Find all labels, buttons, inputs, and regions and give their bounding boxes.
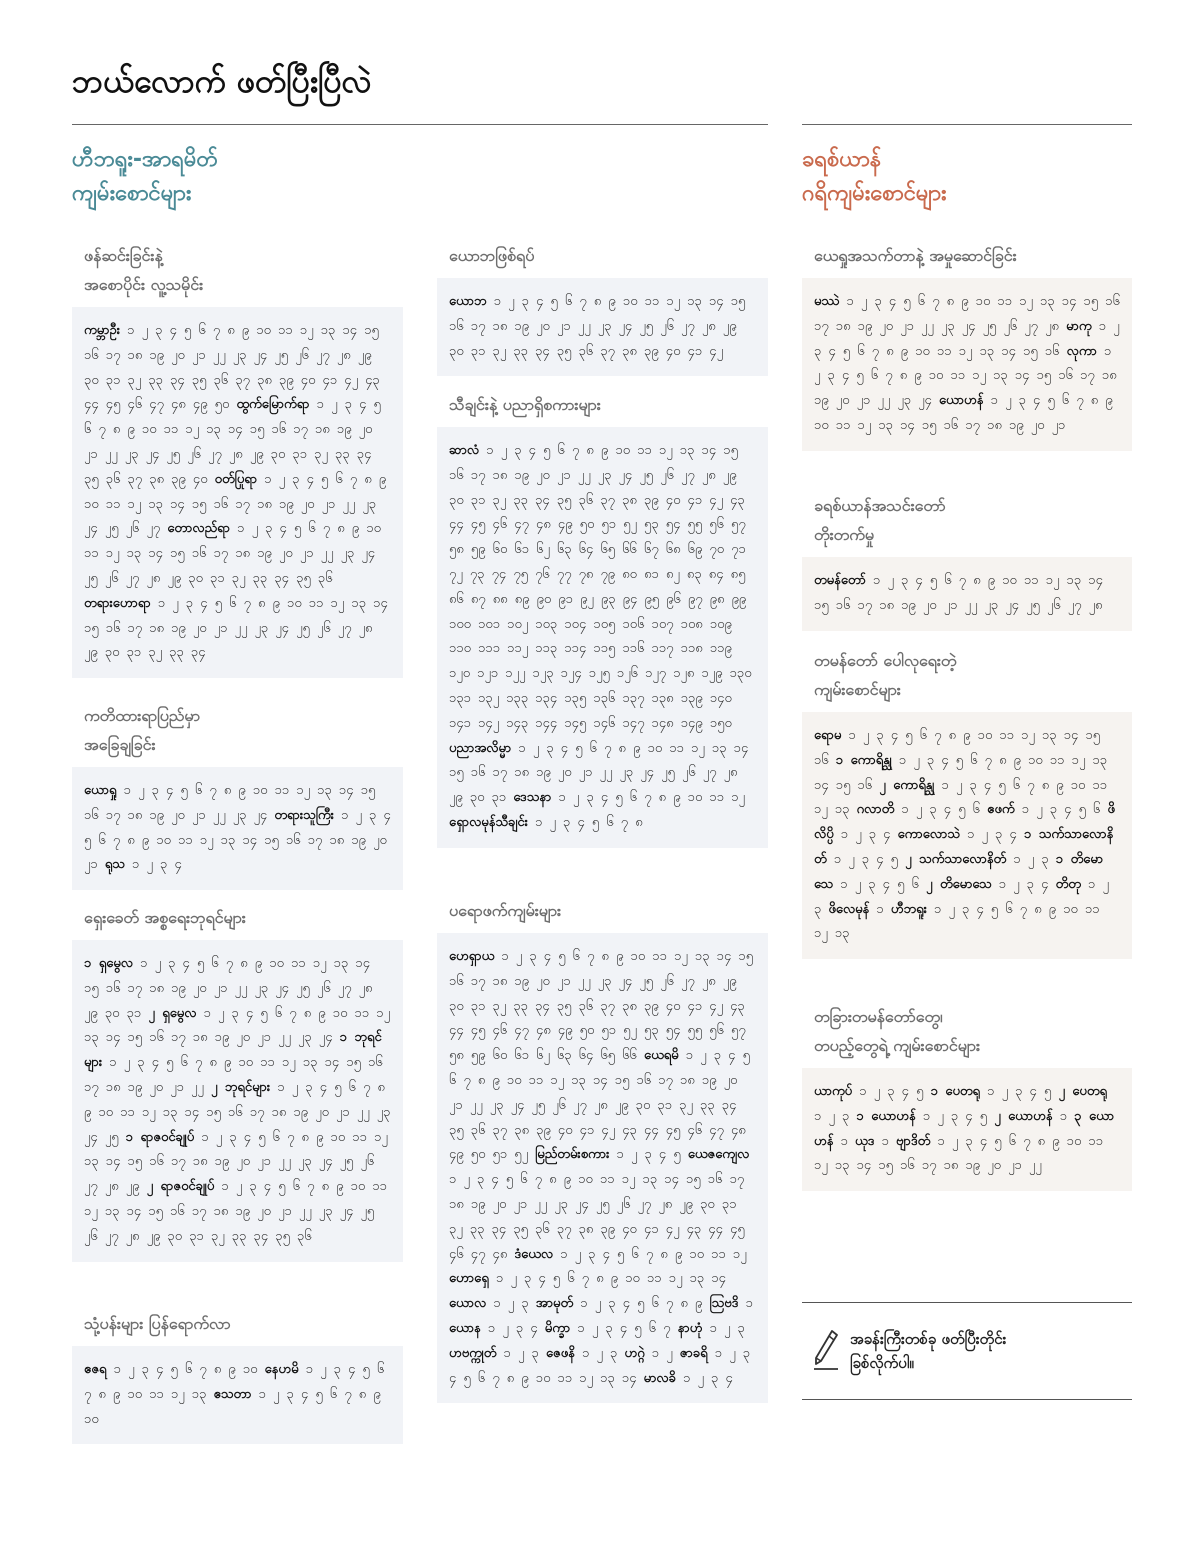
section-songs-wisdom [437, 390, 768, 848]
book-name: ယုဒ [855, 1133, 875, 1149]
hebrew-rule [72, 124, 768, 125]
chapter-numbers[interactable]: ၁ [1059, 1108, 1068, 1124]
section-heading-line: ခရစ်ယာန်အသင်းတော် [814, 496, 946, 515]
chapter-numbers[interactable]: ၁ ၂ [651, 1345, 673, 1361]
section-heading [814, 241, 1120, 270]
book-name: ၂ ရှမွေလ [148, 1005, 197, 1021]
chapter-box [802, 1068, 1132, 1191]
chapter-numbers[interactable]: ၁ ၂ ၃ ၄ ၅ [987, 1084, 1052, 1099]
book-name: လုကာ [1066, 343, 1097, 359]
chapter-numbers[interactable]: ၁ ၂ ၃ ၄ ၅ ၆ ၇ ၈ ၉ ၁၀ ၁၁ ၁၂ ၁၃ ၁၄ ၁၅ ၁၆ ၁၇ ၁၈ ၁၉ ၂၀ ၂၁ ၂၂ ၂၃ ၂၄ ၂၅ ၂၆ ၂၇ ၂၈ ၂၉ ၃၀ ၃၁ ၃၂ ၃၃ ၃၄ ၃၅ ၃၆ ၃၇ ၃၈ ၃၉ ၄၀ ၄၁ ၄၂ [449, 294, 746, 359]
chapter-numbers[interactable]: ၁ ၂ ၃ ၄ ၅ ၆ ၇ ၈ ၉ ၁၀ ၁၁ ၁၂ ၁၃ ၁၄ ၁၅ ၁၆ ၁၇ ၁၈ ၁၉ ၂၀ ၂၁ ၂၂ [814, 1133, 1104, 1174]
book-name: နေဟမိ [264, 1362, 299, 1377]
instruction-line2: ခြစ်လိုက်ပါ။ [850, 1354, 914, 1372]
chapter-numbers[interactable]: ၁ ၂ ၃ ၄ ၅ ၆ ၇ ၈ ၉ ၁၀ ၁၁ ၁၂ ၁၃ ၁၄ ၁၅ ၁၆ ၁၇ ၁၈ ၁၉ ၂၀ ၂၁ ၂၂ ၂၃ ၂၄ ၂၅ ၂၆ ၂၇ ၂၈ ၂၉ ၃၀ ၃၁ [84, 956, 373, 1021]
chapter-numbers[interactable]: ၁ ၂ ၃ ၄ [132, 857, 182, 873]
chapter-numbers[interactable]: ၁ ၂ ၃ ၄ [683, 1370, 733, 1386]
chapter-numbers[interactable]: ၁ ၂ ၃ ၄ ၅ ၆ ၇ ၈ ၉ ၁၀ ၁၁ ၁၂ ၁၃ ၁၄ ၁၅ ၁၆ ၁၇ ၁၈ ၁၉ ၂၀ ၂၁ ၂၂ ၂၃ ၂၄ ၂၅ ၂၆ ၂၇ ၂၈ ၂၉ ၃၀ ၃၁ ၃၂ ၃၃ ၃၄ ၃၅ ၃၆ ၃၇ ၃၈ ၃၉ ၄၀ [84, 397, 381, 487]
section-congregation-growth [802, 491, 1132, 631]
book-name: ဖိလိပ္ပိ [814, 802, 1115, 843]
book-name: ဝတ်ပြုရာ [214, 471, 258, 487]
chapter-numbers[interactable]: ၁ ၂ ၃ [709, 1320, 745, 1336]
book-name: မြည်တမ်းစကား [535, 1147, 610, 1163]
book-name: ၁ ကောရိန္သု [835, 752, 892, 768]
chapter-numbers[interactable]: ၁ ၂ ၃ ၄ ၅ ၆ ၇ ၈ ၉ ၁၀ ၁၁ ၁၂ ၁၃ [84, 1362, 385, 1402]
chapter-numbers[interactable]: ၁ ၂ ၃ ၄ ၅ ၆ ၇ ၈ ၉ ၁၀ ၁၁ ၁၂ ၁၃ [814, 901, 1100, 942]
book-name: ဖိလေမုန် [828, 901, 870, 917]
book-name: ၁ ပေတရု [930, 1084, 980, 1099]
book-name: ဇေဖနိ [545, 1345, 575, 1361]
chapter-numbers[interactable]: ၁ ၂ ၃ ၄ ၅ ၆ ၇ ၈ ၉ ၁၀ ၁၁ ၁၂ ၁၃ ၁၄ ၁၅ ၁၆ ၁၇ ၁၈ ၁၉ ၂၀ ၂၁ ၂၂ ၂၃ ၂၄ ၂၅ ၂၆ ၂၇ ၂၈ ၂၉ ၃၀ ၃၁ ၃၂ ၃၃ ၃၄ ၃၅ ၃၆ [84, 521, 381, 586]
book-name: ဧဇရ [84, 1362, 107, 1377]
chapter-numbers[interactable]: ၁ ၂ ၃ ၄ [967, 827, 1017, 843]
chapter-numbers[interactable]: ၁ ၂ ၃ ၄ ၅ ၆ [901, 802, 980, 818]
chapter-numbers[interactable]: ၁ ၂ ၃ ၄ [840, 827, 891, 843]
book-name: တိတု [1055, 876, 1081, 892]
section-heading-line: အခြေချခြင်း [84, 735, 156, 754]
section-heading-line: တခြားတမန်တော်တွေ၊ [814, 1007, 943, 1026]
greek-title [802, 143, 1132, 211]
chapter-numbers[interactable]: ၁ ၂ ၃ ၄ ၅ ၆ ၇ ၈ [535, 814, 643, 830]
greek-rule [802, 124, 1132, 125]
section-heading-line: တပည့်တွေရဲ့ ကျမ်းစောင်များ [814, 1036, 981, 1055]
hebrew-title-line2: ကျမ်းစောင်များ [72, 181, 192, 206]
section-prophets [437, 896, 768, 1403]
book-name: ဟီဘရူး [890, 901, 927, 917]
book-name: တရားသူကြီး [274, 807, 334, 823]
book-name: ၂ ရာဇဝင်ချုပ် [146, 1179, 215, 1195]
book-name: ၂ ယောဟန် [994, 1108, 1053, 1124]
chapter-numbers[interactable]: ၁ ၂ ၃ [814, 876, 1109, 917]
chapter-numbers[interactable]: ၁ ၂ ၃ ၄ ၅ ၆ ၇ [577, 1320, 671, 1336]
section-heading [84, 903, 391, 932]
book-name: မိက္ခာ [544, 1320, 571, 1336]
chapter-numbers[interactable]: ၁ ၂ ၃ [814, 1108, 850, 1124]
book-name: သြဗဒိ [709, 1296, 739, 1312]
section-heading-line: ပရောဖက်ကျမ်းများ [449, 901, 562, 920]
book-name: ကောလောသဲ [897, 827, 960, 843]
chapter-numbers[interactable]: ၁ ၂ ၃ ၄ ၅ ၆ ၇ ၈ ၉ ၁၀ ၁၁ ၁၂ ၁၃ ၁၄ ၁၅ ၁၆ ၁၇ ၁၈ ၁၉ ၂၀ ၂၁ ၂၂ [84, 1055, 383, 1095]
book-name: ဧဖက် [987, 802, 1015, 818]
greek-title-line1: ခရစ်ယာန် [802, 147, 882, 172]
book-name: နာဟုံ [677, 1320, 703, 1336]
section-heading [449, 390, 756, 419]
book-name: ၁ ရှမွေလ [84, 956, 133, 971]
hebrew-title-line1: ဟီဘရူး-အာရမိတ် [72, 147, 218, 172]
chapter-numbers[interactable]: ၁ ၂ ၃ ၄ ၅ ၆ ၇ ၈ ၉ ၁၀ ၁၁ ၁၂ ၁၃ ၁၄ ၁၅ ၁၆ [814, 318, 1120, 359]
chapter-numbers[interactable]: ၁ ၂ ၃ ၄ ၅ ၆ ၇ ၈ ၉ ၁၀ ၁၁ ၁၂ ၁၃ ၁၄ ၁၅ ၁၆ ၁၇ ၁၈ ၁၉ ၂၀ ၂၁ [814, 393, 1113, 433]
section-heading-line: ဖန်ဆင်းခြင်းနဲ့ [84, 246, 163, 265]
book-name: တမန်တော် [814, 573, 866, 588]
chapter-numbers[interactable]: ၁ ၂ ၃ ၄ ၅ ၆ ၇ ၈ ၉ ၁၀ ၁၁ ၁၂ ၁၃ ၁၄ ၁၅ ၁၆ ၁၇ ၁၈ ၁၉ ၂၀ ၂၁ ၂၂ ၂၃ ၂၄ ၂၅ ၂၆ ၂၇ ၂၈ ၂၉ ၃၀ ၃၁ ၃၂ ၃၃ ၃၄ [84, 595, 388, 661]
book-name: ၃ ယောဟန် [814, 1108, 1115, 1149]
chapter-numbers[interactable]: ၁ ၂ ၃ ၄ ၅ ၆ ၇ ၈ ၉ ၁၀ ၁၁ ၁၂ ၁၃ ၁၄ ၁၅ ၁၆ ၁၇ ၁၈ ၁၉ ၂၀ ၂၁ ၂၂ ၂၃ ၂၄ ၂၅ ၂၆ ၂၇ ၂၈ ၂၉ ၃၀ ၃၁ ၃၂ ၃၃ ၃၄ ၃၅ ၃၆ ၃၇ ၃၈ ၃၉ ၄၀ ၄၁ ၄၂ ၄၃ ၄၄ ၄၅ ၄၆ ၄၇ ၄၈ ၄၉ ၅၀ ၅၁ ၅၂ [449, 1048, 750, 1163]
book-name: ၂ သက်သာလောနိတ် [905, 851, 1007, 867]
book-name: ရုသ [104, 857, 125, 873]
book-name: ဧသတာ [213, 1386, 252, 1402]
chapter-numbers[interactable]: ၁ ၂ ၃ ၄ ၅ ၆ ၇ ၈ ၉ ၁၀ ၁၁ ၁၂ ၁၃ [814, 777, 1108, 818]
book-name: ဂလာတိ [856, 802, 895, 818]
chapter-numbers[interactable]: ၁ ၂ ၃ ၄ ၅ [616, 1147, 681, 1163]
book-name: ထွက်မြောက်ရာ [236, 397, 310, 413]
chapter-numbers[interactable]: ၁ ၂ ၃ [503, 1345, 539, 1361]
book-name: ၁ ယောဟန် [856, 1108, 916, 1124]
chapter-numbers[interactable]: ၁ ၂ ၃ ၄ ၅ ၆ ၇ ၈ ၉ ၁၀ ၁၁ ၁၂ [560, 1246, 747, 1262]
chapter-numbers[interactable]: ၁ ၂ ၃ ၄ ၅ ၆ ၇ ၈ ၉ ၁၀ ၁၁ ၁၂ ၁၃ ၁၄ ၁၅ ၁၆ ၁၇ ၁၈ ၁၉ ၂၀ ၂၁ ၂၂ ၂၃ ၂၄ ၂၅ [84, 1079, 391, 1145]
book-name: ၁ တိမောသေ [814, 851, 1104, 892]
book-name: ၁ ဘုရင်များ [84, 1030, 382, 1071]
page-title: ဘယ်လောက် ဖတ်ပြီးပြီလဲ [72, 62, 372, 100]
book-name: ၁ ရာဇဝင်ချုပ် [125, 1129, 195, 1145]
chapter-numbers[interactable]: ၁ ၂ ၃ ၄ ၅ [859, 1084, 924, 1099]
book-name: ဒေသနာ [513, 790, 552, 806]
section-heading-line: ကျမ်းစောင်များ [814, 680, 901, 699]
chapter-numbers[interactable]: ၁ ၂ ၃ ၄ ၅ ၆ ၇ ၈ ၉ ၁၀ ၁၁ ၁၂ ၁၃ ၁၄ [496, 1271, 726, 1287]
chapter-numbers[interactable]: ၁ ၂ ၃ ၄ ၅ ၆ ၇ ၈ ၉ [580, 1296, 703, 1312]
section-settling [72, 701, 403, 890]
chapter-numbers[interactable]: ၁ ၂ ၃ ၄ ၅ ၆ ၇ ၈ ၉ ၁၀ ၁၁ ၁၂ ၁၃ ၁၄ ၁၅ ၁၆ ၁၇ ၁၈ ၁၉ ၂၀ ၂၁ ၂၂ ၂၃ ၂၄ ၂၅ ၂၆ ၂၇ ၂၈ ၂၉ ၃၀ ၃၁ ၃၂ ၃၃ ၃၄ ၃၅ ၃၆ ၃၇ ၃၈ ၃၉ ၄၀ ၄၁ ၄၂ ၄၃ ၄၄ ၄၅ ၄၆ ၄၇ ၄၈ ၄၉ ၅၀ ၅၁ ၅၂ ၅၃ ၅၄ ၅၅ ၅၆ ၅၇ ၅၈ ၅၉ ၆၀ ၆၁ ၆၂ ၆၃ ၆၄ ၆၅ ၆၆ ၆၇ ၆၈ ၆၉ ၇၀ ၇၁ ၇၂ ၇၃ ၇၄ ၇၅ ၇၆ ၇၇ ၇၈ ၇၉ ၈၀ ၈၁ ၈၂ ၈၃ ၈၄ ၈၅ ၈၆ ၈၇ ၈၈ ၈၉ ၉၀ ၉၁ ၉၂ ၉၃ ၉၄ ၉၅ ၉၆ ၉၇ ၉၈ ၉၉ ၁၀၀ ၁၀၁ ၁၀၂ ၁၀၃ ၁၀၄ ၁၀၅ ၁၀၆ ၁၀၇ ၁၀၈ ၁၀၉ ၁၁၀ ၁၁၁ ၁၁၂ ၁၁၃ ၁၁၄ ၁၁၅ ၁၁၆ ၁၁၇ ၁၁၈ ၁၁၉ ၁၂၀ ၁၂၁ ၁၂၂ ၁၂၃ ၁၂၄ ၁၂၅ ၁၂၆ ၁၂၇ ၁၂၈ ၁၂၉ ၁၃၀ ၁၃၁ ၁၃၂ ၁၃၃ ၁၃၄ ၁၃၅ ၁၃၆ ၁၃၇ ၁၃၈ ၁၃၉ ၁၄၀ ၁၄၁ ၁၄၂ ၁၄၃ ၁၄၄ ၁၄၅ ၁၄၆ ၁၄၇ ၁၄၈ ၁၄၉ ၁၅၀ [449, 443, 752, 731]
section-heading-line: ယောဘဖြစ်ရပ် [449, 246, 535, 265]
section-heading [814, 1002, 1120, 1060]
chapter-numbers[interactable]: ၁ ၂ ၃ ၄ ၅ ၆ ၇ ၈ ၉ ၁၀ ၁၁ ၁၂ ၁၃ ၁၄ ၁၅ ၁၆ ၁၇ ၁၈ ၁၉ ၂၀ ၂၁ ၂၂ ၂၃ ၂၄ ၂၅ ၂၆ ၂၇ ၂၈ ၂၉ ၃၀ ၃၁ ၃၂ ၃၃ ၃၄ ၃၅ ၃၆ ၃၇ ၃၈ ၃၉ ၄၀ ၄၁ ၄၂ ၄၃ ၄၄ ၄၅ ၄၆ ၄၇ ၄၈ ၄၉ ၅၀ [84, 323, 380, 413]
chapter-numbers[interactable]: ၁ ၂ ၃ ၄ ၅ [922, 1108, 988, 1124]
chapter-numbers[interactable]: ၁ ၂ ၃ ၄ ၅ ၆ ၇ ၈ ၉ ၁၀ ၁၁ ၁၂ ၁၃ ၁၄ ၁၅ ၁၆ ၁၇ ၁၈ ၁၉ ၂၀ ၂၁ ၂၂ ၂၃ ၂၄ ၂၅ ၂၆ ၂၇ ၂၈ ၂၉ [84, 1129, 388, 1195]
section-other-letters [802, 1002, 1132, 1191]
chapter-numbers[interactable]: ၁ ၂ ၃ ၄ ၅ ၆ ၇ ၈ ၉ ၁၀ ၁၁ ၁၂ ၁၃ ၁၄ ၁၅ ၁၆ ၁၇ ၁၈ ၁၉ ၂၀ ၂၁ ၂၂ ၂၃ ၂၄ [84, 1005, 390, 1046]
chapter-numbers[interactable]: ၁ ၂ ၃ [1013, 851, 1049, 867]
book-name: ယေရမိ [644, 1048, 679, 1064]
section-heading-line: တိုးတက်မှု [814, 525, 875, 544]
section-heading-line: အစောပိုင်း လူ့သမိုင်း [84, 275, 204, 294]
chapter-box [72, 307, 403, 678]
book-name: ပညာအလိမ္မာ [449, 740, 512, 756]
book-name: အာမုတ် [535, 1296, 574, 1312]
section-heading-line: သီချင်းနဲ့ ပညာရှိစကားများ [449, 395, 601, 414]
instruction-note [802, 1302, 1132, 1400]
chapter-numbers[interactable]: ၁ ၂ ၃ ၄ ၅ ၆ ၇ ၈ ၉ ၁၀ ၁၁ ၁၂ ၁၃ ၁၄ ၁၅ ၁၆ ၁၇ ၁၈ ၁၉ ၂၀ ၂၁ ၂၂ ၂၃ ၂၄ ၂၅ ၂၆ ၂၇ ၂၈ ၂၉ ၃၀ ၃၁ ၃၂ ၃၃ ၃၄ ၃၅ ၃၆ ၃၇ ၃၈ ၃၉ ၄၀ ၄၁ ၄၂ ၄၃ ၄၄ ၄၅ ၄၆ ၄၇ ၄၈ ၄၉ ၅၀ ၅၁ ၅၂ ၅၃ ၅၄ ၅၅ ၅၆ ၅၇ ၅၈ ၅၉ ၆၀ ၆၁ ၆၂ ၆၃ ၆၄ ၆၅ ၆၆ [449, 949, 754, 1064]
book-name: ရှောလမုန်သီချင်း [449, 814, 528, 830]
chapter-numbers[interactable]: ၁ ၂ ၃ ၄ ၅ ၆ ၇ ၈ ၉ ၁၀ ၁၁ ၁၂ [558, 790, 745, 806]
chapter-numbers[interactable]: ၁ ၂ ၃ ၄ ၅ ၆ [840, 876, 919, 892]
book-name: ယောန [449, 1320, 481, 1336]
book-name: တောလည်ရာ [167, 521, 230, 537]
chapter-box [802, 278, 1132, 451]
section-heading [84, 701, 391, 759]
section-heading [449, 241, 756, 270]
section-heading-line: သုံ့ပန်းများ ပြန်ရောက်လာ [84, 1314, 231, 1333]
chapter-box [437, 933, 768, 1403]
chapter-box [72, 767, 403, 890]
instruction-line1: အခန်းကြီးတစ်ခု ဖတ်ပြီးတိုင်း [850, 1330, 1007, 1348]
book-name: ၂ ဘုရင်များ [210, 1079, 271, 1095]
section-job [437, 241, 768, 376]
chapter-numbers[interactable]: ၁ ၂ ၃ ၄ ၅ ၆ ၇ ၈ ၉ ၁၀ ၁၁ ၁၂ ၁၃ ၁၄ ၁၅ ၁၆ ၁၇ ၁၈ ၁၉ ၂၀ ၂၁ ၂၂ ၂၃ ၂၄ ၂၅ ၂၆ ၂၇ ၂၈ ၂၉ ၃၀ ၃၁ [449, 740, 749, 806]
chapter-numbers[interactable]: ၁ ၂ ၃ ၄ ၅ ၆ ၇ ၈ ၉ ၁၀ [84, 1386, 381, 1427]
book-name: ဟေရှာယ [449, 949, 495, 964]
chapter-box [437, 427, 768, 848]
chapter-numbers[interactable]: ၁ [745, 1296, 753, 1312]
book-name: ယောလ [449, 1296, 487, 1312]
section-paul-letters [802, 646, 1132, 959]
section-heading-line: ရှေးခေတ် အစ္စရေးဘုရင်များ [84, 908, 246, 927]
section-heading-line: ကတိထားရာပြည်မှာ [84, 706, 201, 725]
chapter-numbers[interactable]: ၁ ၂ ၃ [582, 1345, 618, 1361]
book-name: မာကု [1066, 318, 1092, 334]
book-name: ၂ တိမောသေ [926, 876, 992, 892]
chapter-numbers[interactable]: ၁ ၂ ၃ ၄ ၅ ၆ ၇ ၈ ၉ ၁၀ ၁၁ ၁၂ ၁၃ ၁၄ [449, 1345, 751, 1386]
book-name: ယောဟန် [939, 393, 984, 409]
section-kings [72, 903, 403, 1262]
book-name: ဆာလံ [449, 443, 480, 458]
book-name: ဗျာဒိတ် [896, 1133, 931, 1149]
section-exiles-return [72, 1309, 403, 1444]
chapter-numbers[interactable]: ၁ ၂ ၃ ၄ ၅ ၆ ၇ ၈ ၉ ၁၀ ၁၁ ၁၂ ၁၃ ၁၄ ၁၅ ၁၆ ၁၇ ၁၈ ၁၉ ၂၀ ၂၁ ၂၂ ၂၃ ၂၄ [84, 783, 376, 823]
section-heading-line: တမန်တော် ပေါလုရေးတဲ့ [814, 651, 957, 670]
chapter-numbers[interactable]: ၁ ၂ ၃ ၄ ၅ ၆ ၇ ၈ ၉ ၁၀ ၁၁ ၁၂ ၁၃ ၁၄ ၁၅ ၁၆ ၁၇ ၁၈ ၁၉ ၂၀ ၂၁ [84, 807, 391, 873]
chapter-numbers[interactable]: ၁ [881, 1133, 889, 1149]
book-name: ဟောရှေ [449, 1271, 489, 1287]
chapter-numbers[interactable]: ၁ ၂ ၃ ၄ ၅ ၆ [1021, 802, 1101, 818]
book-name: ဟဗက္ကုတ် [449, 1345, 497, 1361]
chapter-numbers[interactable]: ၁ [876, 901, 884, 917]
chapter-numbers[interactable]: ၁ ၂ ၃ ၄ [998, 876, 1049, 892]
chapter-box [72, 1346, 403, 1444]
section-heading [449, 896, 756, 925]
chapter-numbers[interactable]: ၁ ၂ ၃ ၄ [487, 1320, 538, 1336]
chapter-box [437, 278, 768, 376]
section-creation [72, 241, 403, 678]
book-name: မဿဲ [814, 294, 840, 309]
book-name: ရောမ [814, 728, 842, 743]
chapter-numbers[interactable]: ၁ ၂ ၃ ၄ ၅ ၆ ၇ ၈ ၉ ၁၀ [113, 1362, 258, 1377]
section-heading-line: ယေရှုအသက်တာနဲ့ အမှုဆောင်ခြင်း [814, 246, 1017, 265]
book-name: မာလခိ [643, 1370, 676, 1386]
book-name: ယေဇကျေလ [687, 1147, 750, 1163]
book-name: ဇာခရိ [679, 1345, 708, 1361]
book-name: ယာကုပ် [814, 1084, 853, 1099]
book-name: ၂ ကောရိန္သု [879, 777, 935, 793]
chapter-numbers[interactable]: ၁ [840, 1133, 848, 1149]
chapter-numbers[interactable]: ၁ ၂ ၃ ၄ ၅ ၆ ၇ ၈ ၉ ၁၀ ၁၁ ၁၂ ၁၃ ၁၄ ၁၅ ၁၆ ၁၇ ၁၈ ၁၉ ၂၀ ၂၁ ၂၂ ၂၃ ၂၄ ၂၅ ၂၆ ၂၇ ၂၈ ၂၉ ၃၀ ၃၁ ၃၂ ၃၃ ၃၄ ၃၅ ၃၆ ၃၇ ၃၈ ၃၉ ၄၀ ၄၁ ၄၂ ၄၃ ၄၄ ၄၅ ၄၆ ၄၇ ၄၈ [449, 1172, 745, 1262]
chapter-numbers[interactable]: ၁ ၂ ၃ ၄ ၅ ၆ ၇ ၈ ၉ ၁၀ ၁၁ ၁၂ ၁၃ ၁၄ ၁၅ ၁၆ ၁၇ ၁၈ ၁၉ ၂၀ ၂၁ ၂၂ ၂၃ ၂၄ ၂၅ ၂၆ ၂၇ ၂၈ ၂၉ ၃၀ ၃၁ ၃၂ ၃၃ ၃၄ ၃၅ ၃၆ [84, 1179, 387, 1244]
section-heading [814, 491, 1120, 549]
section-jesus-life [802, 241, 1132, 451]
section-heading [814, 646, 1120, 704]
chapter-numbers[interactable]: ၁ ၂ ၃ ၄ ၅ [833, 851, 898, 867]
book-name: ၂ ပေတရု [1058, 1084, 1107, 1099]
chapter-box [802, 557, 1132, 631]
book-name: ကမ္ဘာဦး [84, 323, 121, 338]
book-name: ၁ သက်သာလောနိတ် [814, 827, 1114, 867]
book-name: ယောဘ [449, 294, 487, 309]
chapter-numbers[interactable]: ၁ ၂ ၃ ၄ ၅ ၆ ၇ ၈ ၉ ၁၀ ၁၁ ၁၂ ၁၃ ၁၄ ၁၅ ၁၆ ၁၇ ၁၈ ၁၉ ၂၀ ၂၁ ၂၂ ၂၃ ၂၄ ၂၅ ၂၆ ၂၇ ၂၈ [814, 294, 1120, 334]
instruction-text [850, 1327, 1120, 1375]
chapter-numbers[interactable]: ၁ ၂ ၃ ၄ ၅ ၆ ၇ ၈ ၉ ၁၀ ၁၁ ၁၂ ၁၃ ၁၄ ၁၅ ၁၆ ၁၇ ၁၈ ၁၉ ၂၀ ၂၁ ၂၂ ၂၃ ၂၄ ၂၅ ၂၆ ၂၇ ၂၈ [814, 573, 1103, 613]
chapter-box [802, 712, 1132, 959]
section-heading [84, 241, 391, 299]
book-name: တရားဟောရာ [84, 595, 151, 611]
greek-title-line2: ဂရိကျမ်းစောင်များ [802, 181, 947, 206]
section-heading [84, 1309, 391, 1338]
hebrew-title [72, 143, 768, 211]
book-name: ယောရှု [84, 783, 117, 798]
book-name: ဟဂ္ဂဲ [624, 1345, 645, 1361]
pencil-icon [812, 1327, 840, 1373]
chapter-numbers[interactable]: ၁ ၂ ၃ ၄ ၅ ၆ ၇ ၈ ၉ ၁၀ ၁၁ ၁၂ ၁၃ ၁၄ ၁၅ ၁၆ ၁၇ ၁၈ ၁၉ ၂၀ ၂၁ ၂၂ ၂၃ ၂၄ [814, 343, 1117, 409]
chapter-numbers[interactable]: ၁ ၂ ၃ [493, 1296, 529, 1312]
chapter-numbers[interactable]: ၁ ၂ ၃ ၄ ၅ ၆ ၇ ၈ ၉ ၁၀ ၁၁ ၁၂ ၁၃ ၁၄ ၁၅ ၁၆ ၁၇ ၁၈ ၁၉ ၂၀ ၂၁ ၂၂ ၂၃ ၂၄ ၂၅ ၂၆ ၂၇ [84, 471, 387, 537]
chapter-box [72, 940, 403, 1262]
book-name: ဒံယေလ [514, 1246, 554, 1262]
chapter-numbers[interactable]: ၁ ၂ ၃ ၄ ၅ ၆ ၇ ၈ ၉ ၁၀ ၁၁ ၁၂ ၁၃ ၁၄ ၁၅ ၁၆ [814, 728, 1101, 768]
chapter-numbers[interactable]: ၁ ၂ ၃ ၄ ၅ ၆ ၇ ၈ ၉ ၁၀ ၁၁ ၁၂ ၁၃ ၁၄ ၁၅ ၁၆ [814, 752, 1108, 793]
